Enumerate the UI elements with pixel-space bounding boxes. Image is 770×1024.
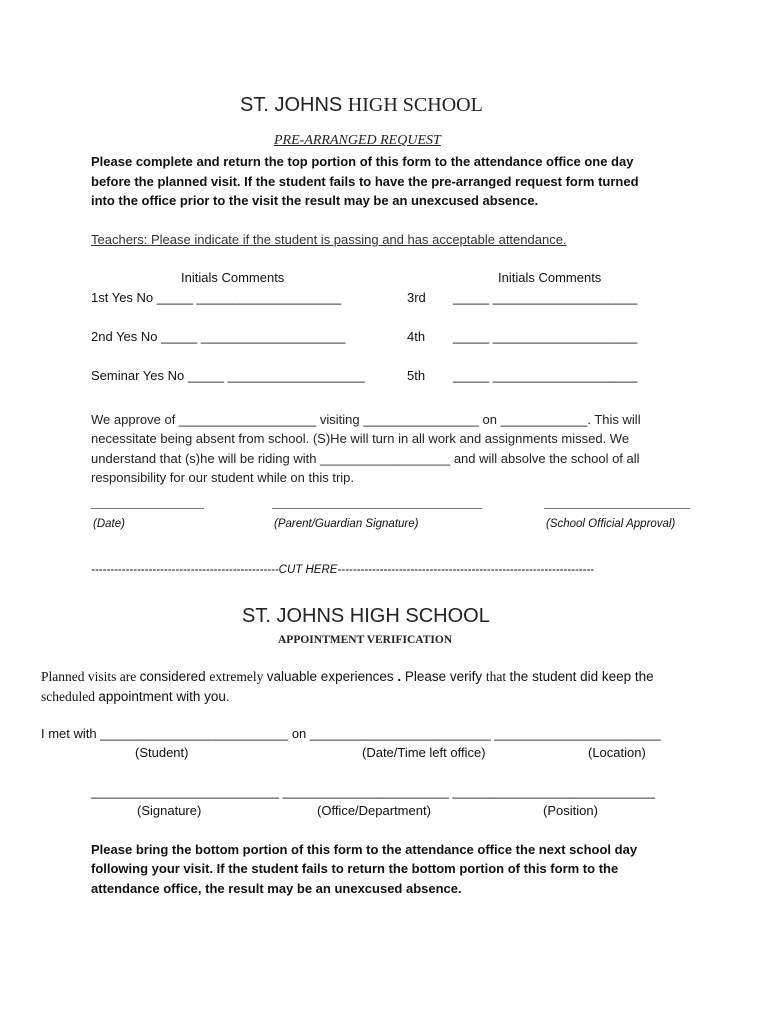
intro-part-5: .: [393, 669, 402, 684]
period-label-3rd: 3rd: [407, 290, 426, 305]
intro-part-1: Planned visits are: [41, 669, 140, 684]
intro-part-9: scheduled: [41, 689, 99, 704]
date-signature-line[interactable]: [91, 508, 204, 509]
period-line-5th[interactable]: _____ ____________________: [453, 368, 638, 383]
school-title-top-part-b: HIGH SCHOOL: [347, 94, 483, 116]
intro-part-6: Please verify: [401, 669, 486, 684]
form-subtitle-bottom: APPOINTMENT VERIFICATION: [278, 634, 453, 646]
signature-label: (Signature): [137, 803, 202, 818]
office-department-label: (Office/Department): [317, 803, 431, 818]
school-title-top: [240, 94, 483, 117]
cut-here-line: -------------------------------------------------CUT HERE-------------------------------------------------------------------: [91, 564, 595, 576]
period-row-2nd[interactable]: 2nd Yes No _____ ____________________: [91, 329, 346, 344]
period-label-5th: 5th: [407, 368, 426, 383]
closing-line-3: attendance office, the result may be an unexcused absence.: [91, 881, 462, 896]
period-row-seminar[interactable]: Seminar Yes No _____ ___________________: [91, 368, 365, 383]
verification-signature-line[interactable]: __________________________ _______________________ ____________________________: [91, 784, 655, 799]
period-label-4th: 4th: [407, 329, 426, 344]
intro-part-2: considered: [139, 669, 210, 684]
teacher-note: Teachers: Please indicate if the student is passing and has acceptable attendance.: [91, 232, 567, 247]
intro-line-3: into the office prior to the visit the result may be an unexcused absence.: [91, 193, 539, 208]
location-label: (Location): [588, 745, 646, 760]
official-signature-line[interactable]: [544, 508, 690, 509]
met-with-line[interactable]: I met with __________________________ on _________________________ _______________________: [41, 726, 661, 741]
column-header-left: Initials Comments: [181, 270, 285, 285]
period-line-3rd[interactable]: _____ ____________________: [453, 290, 638, 305]
intro-part-3: extremely: [209, 669, 267, 684]
intro-part-10: appointment with you.: [98, 689, 230, 704]
period-row-1st[interactable]: 1st Yes No _____ ____________________: [91, 290, 342, 305]
intro-line-2: before the planned visit. If the student fails to have the pre-arranged request form turned: [91, 174, 639, 189]
approval-line-3[interactable]: understand that (s)he will be riding with __________________ and will absolve the school of all: [91, 451, 640, 466]
position-label: (Position): [543, 803, 598, 818]
approval-line-1[interactable]: We approve of ___________________ visiting ________________ on ____________. This will: [91, 412, 641, 427]
verification-intro-line-2: [41, 689, 230, 705]
closing-line-2: following your visit. If the student fails to return the bottom portion of this form to the: [91, 861, 619, 876]
intro-part-8: the student did keep the: [509, 669, 654, 684]
form-subtitle-top: PRE-ARRANGED REQUEST: [274, 133, 441, 148]
date-time-label: (Date/Time left office): [362, 745, 486, 760]
closing-line-1: Please bring the bottom portion of this form to the attendance office the next school day: [91, 842, 638, 857]
approval-line-4: responsibility for our student while on this trip.: [91, 470, 355, 485]
intro-part-7: that: [485, 669, 510, 684]
school-title-bottom: ST. JOHNS HIGH SCHOOL: [242, 605, 490, 627]
intro-part-4: valuable experiences: [266, 669, 394, 684]
verification-intro-line-1: [41, 669, 654, 685]
student-label: (Student): [135, 745, 189, 760]
column-header-right: Initials Comments: [498, 270, 602, 285]
parent-signature-line[interactable]: [272, 508, 482, 509]
approval-line-2: necessitate being absent from school. (S)He will turn in all work and assignments missed. We: [91, 431, 630, 446]
school-title-top-part-a: ST. JOHNS: [240, 94, 348, 116]
parent-signature-label: (Parent/Guardian Signature): [274, 518, 419, 530]
date-label: (Date): [93, 518, 125, 530]
intro-line-1: Please complete and return the top portion of this form to the attendance office one day: [91, 154, 634, 169]
official-approval-label: (School Official Approval): [546, 518, 676, 530]
period-line-4th[interactable]: _____ ____________________: [453, 329, 638, 344]
